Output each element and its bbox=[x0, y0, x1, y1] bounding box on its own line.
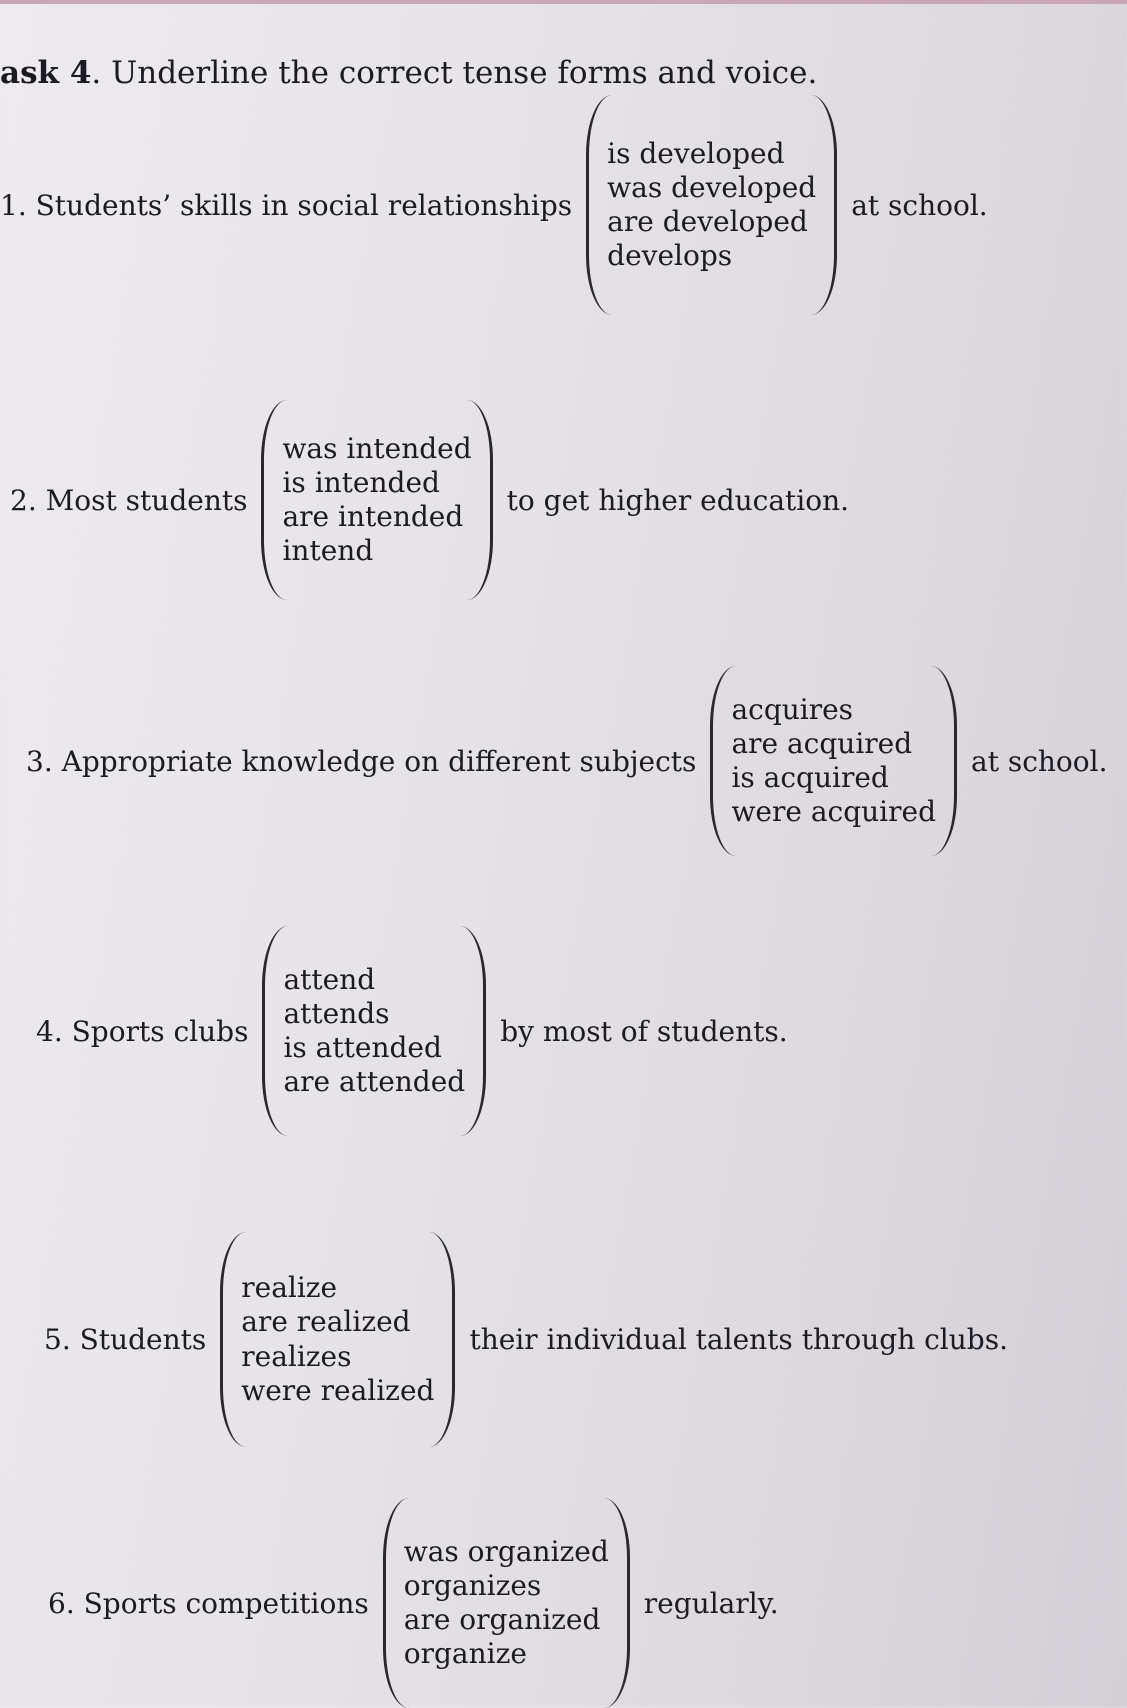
option[interactable]: was organized bbox=[403, 1534, 609, 1568]
option[interactable]: attend bbox=[283, 962, 376, 996]
option[interactable]: was intended bbox=[282, 431, 472, 465]
task-label: ask 4 bbox=[0, 55, 92, 91]
exercise-tail: to get higher education. bbox=[506, 483, 850, 517]
exercise-stem: 6. Sports competitions bbox=[48, 1586, 369, 1620]
option[interactable]: are intended bbox=[282, 500, 464, 533]
option[interactable]: is developed bbox=[607, 136, 785, 170]
option[interactable]: were realized bbox=[241, 1373, 435, 1407]
option[interactable]: are acquired bbox=[731, 726, 913, 760]
option-brace bbox=[262, 926, 486, 1136]
option-brace bbox=[220, 1232, 455, 1447]
exercise-stem: 2. Most students bbox=[10, 483, 248, 517]
option[interactable]: attends bbox=[283, 996, 390, 1030]
option[interactable]: is intended bbox=[282, 465, 440, 499]
exercise-6 bbox=[48, 1498, 779, 1708]
option[interactable]: realize bbox=[241, 1271, 338, 1305]
task-heading bbox=[0, 55, 817, 91]
exercise-tail: at school. bbox=[971, 744, 1108, 778]
option[interactable]: is attended bbox=[283, 1031, 442, 1064]
exercise-stem: 3. Appropriate knowledge on different subjects bbox=[26, 744, 697, 778]
exercise-stem: 1. Students’ skills in social relationships bbox=[0, 188, 573, 222]
exercise-tail: by most of students. bbox=[500, 1014, 788, 1048]
exercise-stem: 5. Students bbox=[44, 1323, 207, 1356]
exercise-tail: at school. bbox=[851, 188, 988, 222]
exercise-stem: 4. Sports clubs bbox=[36, 1014, 249, 1048]
option[interactable]: were acquired bbox=[731, 795, 936, 829]
option-brace bbox=[710, 666, 957, 856]
exercise-1 bbox=[0, 95, 988, 315]
option[interactable]: are attended bbox=[283, 1065, 466, 1099]
exercise-4 bbox=[36, 926, 788, 1136]
option-brace bbox=[261, 400, 492, 600]
exercise-tail: regularly. bbox=[643, 1586, 779, 1620]
option[interactable]: intend bbox=[282, 534, 374, 568]
option[interactable]: is acquired bbox=[731, 761, 889, 794]
exercise-5 bbox=[44, 1232, 1008, 1447]
option[interactable]: organize bbox=[403, 1637, 527, 1671]
option[interactable]: are realized bbox=[241, 1305, 411, 1339]
option[interactable]: are developed bbox=[607, 205, 808, 238]
task-instruction: . Underline the correct tense forms and voice. bbox=[91, 55, 818, 91]
option[interactable]: organizes bbox=[403, 1568, 542, 1602]
option-brace bbox=[586, 95, 837, 315]
option[interactable]: acquires bbox=[731, 692, 854, 726]
page-top-edge bbox=[0, 0, 1127, 4]
exercise-3 bbox=[26, 666, 1108, 856]
option[interactable]: realizes bbox=[241, 1339, 352, 1373]
exercise-2 bbox=[10, 400, 849, 600]
option[interactable]: was developed bbox=[607, 170, 817, 204]
option-brace bbox=[383, 1498, 630, 1708]
option[interactable]: develops bbox=[607, 239, 733, 273]
exercise-tail: their individual talents through clubs. bbox=[469, 1323, 1008, 1356]
option[interactable]: are organized bbox=[403, 1603, 601, 1636]
